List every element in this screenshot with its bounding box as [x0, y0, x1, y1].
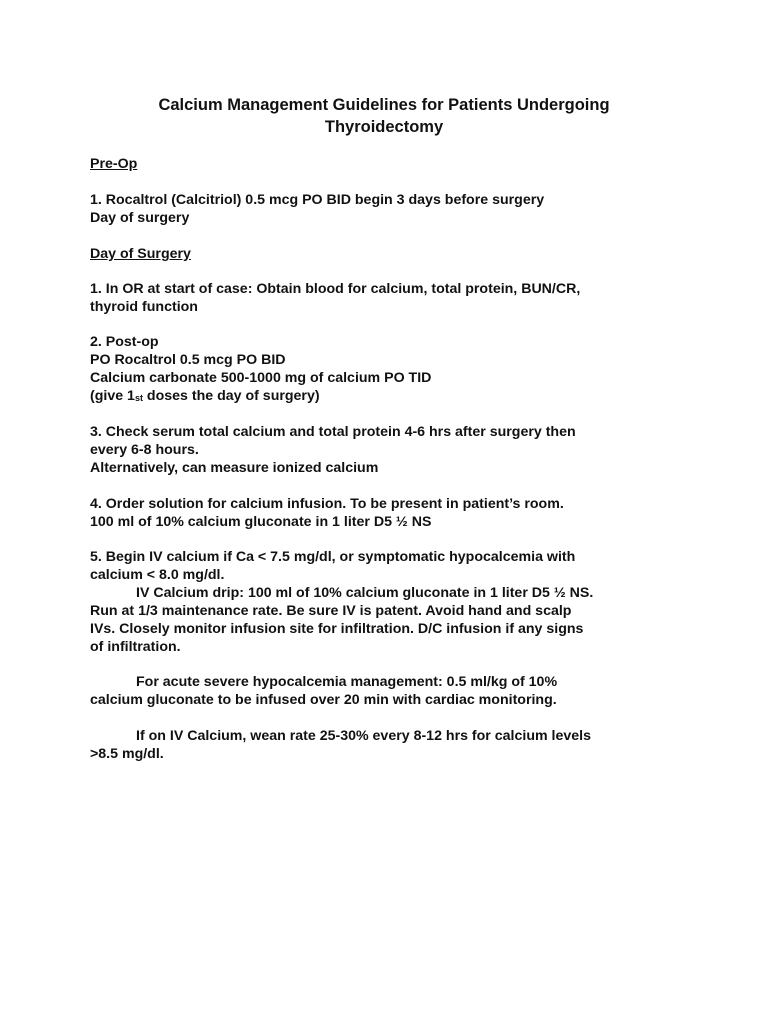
- dos-item-5-line-2: calcium < 8.0 mg/dl.: [90, 567, 225, 583]
- give-first-text: (give 1: [90, 388, 135, 404]
- dos-item-5-line-5: IVs. Closely monitor infusion site for infiltration. D/C infusion if any signs: [90, 621, 584, 637]
- preop-item-1-line-2: Day of surgery: [90, 210, 190, 226]
- dos-item-4-line-2: 100 ml of 10% calcium gluconate in 1 liter D5 ½ NS: [90, 514, 432, 530]
- dos-item-1-line-2: thyroid function: [90, 299, 198, 315]
- document-title: [90, 94, 678, 138]
- dos-item-5-line-4: Run at 1/3 maintenance rate. Be sure IV is patent. Avoid hand and scalp: [90, 603, 572, 619]
- wean-line-1: If on IV Calcium, wean rate 25-30% every 8-12 hrs for calcium levels: [136, 728, 591, 744]
- preop-item-1-line-1: 1. Rocaltrol (Calcitriol) 0.5 mcg PO BID begin 3 days before surgery: [90, 192, 545, 208]
- dos-item-3-line-2: every 6-8 hours.: [90, 442, 199, 458]
- dos-item-3-line-1: 3. Check serum total calcium and total protein 4-6 hrs after surgery then: [90, 424, 576, 440]
- dos-item-1: [90, 280, 690, 316]
- acute-line-1: For acute severe hypocalcemia management: 0.5 ml/kg of 10%: [136, 674, 558, 690]
- ordinal-superscript: st: [134, 393, 143, 403]
- dos-item-4-line-1: 4. Order solution for calcium infusion. To be present in patient’s room.: [90, 496, 564, 512]
- dos-item-2: [90, 333, 690, 407]
- wean-line-2: >8.5 mg/dl.: [90, 746, 164, 762]
- doses-day-text: doses the day of surgery): [142, 388, 320, 404]
- dos-item-3: [90, 423, 690, 477]
- title-line-1: Calcium Management Guidelines for Patients Undergoing: [158, 96, 610, 114]
- dos-item-1-line-1: 1. In OR at start of case: Obtain blood for calcium, total protein, BUN/CR,: [90, 281, 581, 297]
- dos-item-5-line-1: 5. Begin IV calcium if Ca < 7.5 mg/dl, or symptomatic hypocalcemia with: [90, 549, 576, 565]
- preop-heading: Pre-Op: [90, 156, 138, 172]
- dos-item-2-line-3: Calcium carbonate 500-1000 mg of calcium PO TID: [90, 370, 432, 386]
- acute-line-2: calcium gluconate to be infused over 20 min with cardiac monitoring.: [90, 692, 557, 708]
- dos-heading: Day of Surgery: [90, 246, 191, 262]
- dos-heading-block: [90, 245, 690, 263]
- dos-item-2-line-4: [90, 387, 690, 407]
- preop-item-1: [90, 191, 690, 227]
- dos-item-2-line-1: 2. Post-op: [90, 334, 159, 350]
- preop-heading-block: [90, 155, 690, 173]
- dos-item-5: [90, 548, 690, 656]
- wean-paragraph: [90, 727, 690, 763]
- acute-management-paragraph: [90, 673, 690, 709]
- dos-item-2-line-2: PO Rocaltrol 0.5 mcg PO BID: [90, 352, 286, 368]
- title-line-2: Thyroidectomy: [324, 118, 444, 136]
- dos-item-3-line-3: Alternatively, can measure ionized calcium: [90, 460, 379, 476]
- dos-item-5-line-6: of infiltration.: [90, 639, 181, 655]
- dos-item-4: [90, 495, 690, 531]
- dos-item-5-line-3: IV Calcium drip: 100 ml of 10% calcium gluconate in 1 liter D5 ½ NS.: [136, 585, 594, 601]
